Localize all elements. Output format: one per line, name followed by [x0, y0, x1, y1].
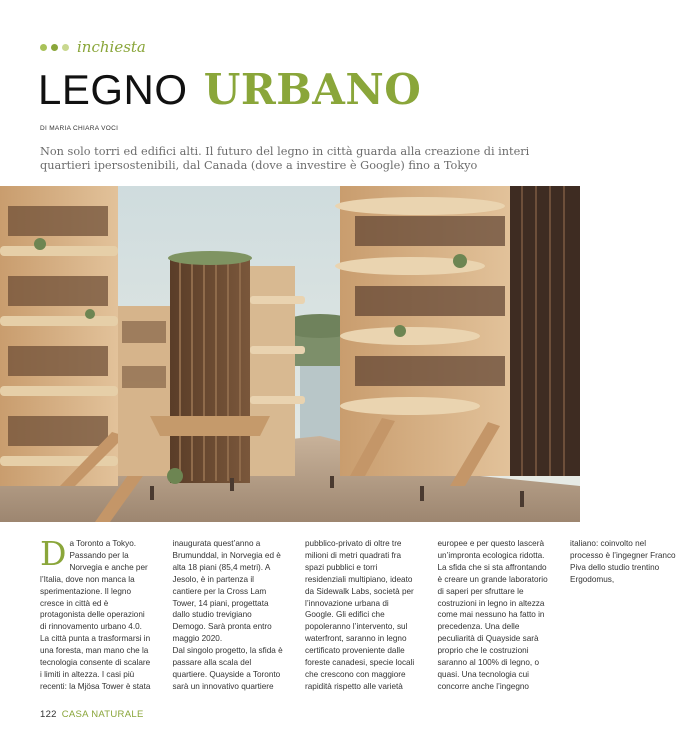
- page-number: 122: [40, 709, 57, 720]
- hero-illustration: [0, 186, 580, 522]
- section-kicker: [40, 38, 146, 56]
- kicker-dot-3: [62, 44, 69, 51]
- kicker-dot-2: [51, 44, 58, 51]
- standfirst: Non solo torri ed edifici alti. Il futuro del legno in città guarda alla creazione di interi quartieri ipersostenibili, dal Canada (dove a investire è Google) fino a Tokyo: [40, 145, 530, 172]
- title-part-urbano: URBANO: [203, 65, 422, 114]
- page-footer: [40, 709, 144, 720]
- drop-cap: D: [40, 534, 67, 573]
- body-paragraph-3: Dal singolo progetto, la sfida è passare alla scala del quartiere. Quayside a Toronto sarà un innovativo quartiere pubblico-privato di oltre tre milioni di metri quadrati fra spazi pubblici e torri residenziali multipiano, ideato da Sidewalk Labs, società per l’innovazione urbana di Google. Gli edifici che popoleranno l’intervento, sul waterfront, saranno in legno certificato proveniente dalle foreste canadesi, specie locali che crescono con maggiore rapidità rispetto alle varietà europee e per questo lascerà un’impronta ecologica ridotta.: [172, 539, 545, 691]
- body-paragraph-2: La città punta a trasformarsi in una foresta, man mano che la tecnologia consente di scalare i limiti in altezza. I casi più recenti: la Mjösa Tower è stata inaugurata quest’anno a Brumunddal, in Norvegia ed è alta 18 piani (85,4 metri). A Jesolo, è in partenza il cantiere per la Cross Lam Tower, 14 piani, progettata dallo studio trevigiano Demogo. Sarà pronta entro maggio 2020.: [40, 539, 281, 691]
- byline: DI MARIA CHIARA VOCI: [40, 125, 119, 132]
- paragraph-1-text: a Toronto a Tokyo. Passando per la Norvegia e anche per l’Italia, dove non manca la sperimentazione. Il legno cresce in città ed è protagonista delle operazioni di rinnovamento urbano 4.0.: [40, 539, 148, 632]
- body-paragraph-1: [40, 534, 151, 633]
- article-title: [38, 66, 421, 114]
- magazine-name: CASA NATURALE: [61, 709, 144, 720]
- body-paragraph-4: La sfida che si sta affrontando è creare un grande laboratorio di saperi per sfruttare le costruzioni in legno in altezza come mai nessuno ha fatto in precedenza. Una delle peculiarità di Quayside sarà proprio che le costruzioni saranno al 100% di legno, o quasi. Una tecnologia cui concorre anche l’ingegno italiano: coinvolto nel processo è l’ingegner Franco Piva dello studio trentino Ergodomus,: [437, 539, 676, 691]
- kicker-label: inchiesta: [77, 38, 146, 56]
- article-body: [40, 534, 676, 700]
- title-part-legno: LEGNO: [38, 66, 188, 113]
- kicker-dot-1: [40, 44, 47, 51]
